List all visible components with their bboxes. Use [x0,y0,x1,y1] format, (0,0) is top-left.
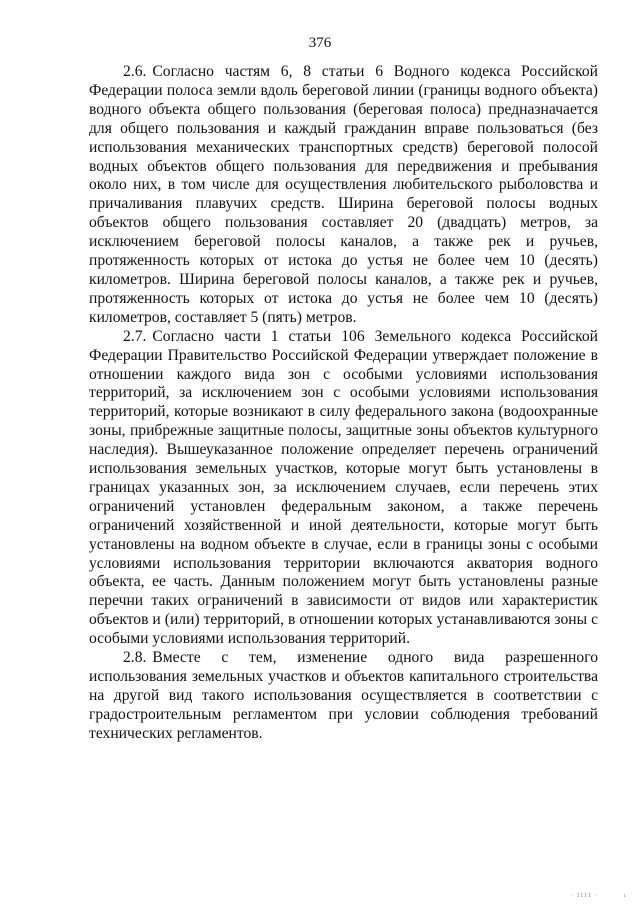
paragraph-number: 2.8. [123,649,147,667]
paragraph-text: Вместе с тем, изменение одного вида разрешенного использования земельных участков и объектов капитального строительства на другой вид такого использования осуществляется в соответствии с градостроительным регламентом при условии соблюдения требований технических регламентов. [89,649,598,742]
document-body [89,63,598,744]
paragraph-text: Согласно части 1 статьи 106 Земельного кодекса Российской Федерации Правительство Российской Федерации утверждает положение в отношении каждого вида зон с особыми условиями использования территорий, за исключением зон с особыми условиями использования территорий, которые возникают в силу федерального закона (водоохранные зоны, прибрежные защитные полосы, защитные зоны объектов культурного наследия). Вышеуказанное положение определяет перечень ограничений использования земельных участков, которые могут быть установлены в границах указанных зон, за исключением случаев, если перечень этих ограничений установлен федеральным законом, а также перечень ограничений хозяйственной и иной деятельности, которые могут быть установлены на водном объекте в случае, если в границы зоны с особыми условиями использования территории включаются акватория водного объекта, ее часть. Данным положением могут быть установлены разные перечни таких ограничений в зависимости от видов или характеристик объектов и (или) территорий, в отношении которых устанавливаются зоны с особыми условиями использования территорий. [89,327,598,648]
paragraph-number: 2.6. [123,63,147,80]
paragraph-number: 2.7. [123,327,147,345]
scan-footer-mark: · 1111 · [571,893,598,899]
paragraph-2-8 [89,649,598,744]
page-number: 376 [308,35,332,51]
paragraph-text: Согласно частям 6, 8 статьи 6 Водного кодекса Российской Федерации полоса земли вдоль береговой линии (границы водного объекта) водного объекта общего пользования (береговая полоса) предназначается для общего пользования и каждый гражданин вправе пользоваться (без использования механических транспортных средств) береговой полосой водных объектов общего пользования для передвижения и пребывания около них, в том числе для осуществления любительского рыболовства и причаливания плавучих средств. Ширина береговой полосы водных объектов общего пользования составляет 20 (двадцать) метров, за исключением береговой полосы каналов, а также рек и ручьев, протяженность которых от истока до устья не более чем 10 (десять) километров. Ширина береговой полосы каналов, а также рек и ручьев, протяженность которых от истока до устья не более чем 10 (десять) километров, составляет 5 (пять) метров. [89,63,598,326]
paragraph-2-7 [89,328,598,649]
scan-footer-dot: ı [624,893,626,899]
paragraph-2-6 [89,63,598,328]
